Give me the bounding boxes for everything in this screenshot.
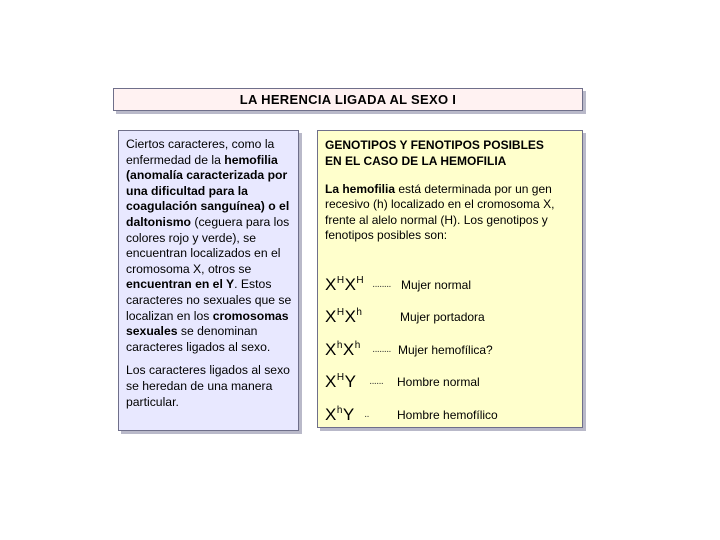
term-hemofilia: La hemofilia	[325, 181, 396, 196]
leader-dots: ········	[372, 281, 391, 292]
genotype: $X^HX^h$	[325, 307, 363, 326]
intro-paragraph	[126, 137, 292, 355]
leader-dots: ········	[372, 346, 391, 357]
leader-dots: ······	[369, 378, 383, 389]
conclusion-paragraph: Los caracteres ligados al sexo se heredan de una manera particular.	[126, 363, 290, 409]
genotypes-intro	[325, 182, 576, 244]
heading-line-2: EN EL CASO DE LA HEMOFILIA	[325, 153, 507, 168]
text-span: . Estos caracteres no sexuales que se localizan en los	[126, 277, 292, 323]
text-span: se denominan caracteres ligados al sexo.	[126, 324, 271, 354]
phenotype: Hombre normal	[397, 375, 480, 389]
genotype: $X^hY$	[325, 405, 355, 424]
intro-text-box	[118, 130, 299, 431]
term-cromosomas-sexuales: cromosomas sexuales	[126, 308, 289, 339]
genotype: $X^HX^H$	[325, 275, 365, 294]
phenotype: Hombre hemofílico	[397, 408, 498, 422]
text-span: está determinada por un gen recesivo (h) localizado en el cromosoma X, frente al alelo normal (H). Los genotipos y fenotipos posibles son:	[325, 181, 555, 243]
genotypes-box	[317, 130, 583, 428]
text-span: (anomalía caracterizada por una dificultad para la coagulación sanguínea) o el	[126, 168, 290, 214]
phenotype: Mujer hemofílica?	[398, 343, 493, 357]
title-box	[113, 88, 583, 111]
text-span: Ciertos caracteres, como la enfermedad de la	[126, 137, 275, 167]
term-cromosoma-y: encuentran en el Y	[126, 277, 235, 292]
text-span: (ceguera para los colores rojo y verde), se encuentran localizados en el cromosoma X, otros se	[126, 214, 290, 276]
genotypes-heading	[325, 138, 576, 170]
heading-line-1: GENOTIPOS Y FENOTIPOS POSIBLES	[325, 138, 544, 152]
phenotype: Mujer portadora	[400, 310, 485, 324]
leader-dots: ··	[364, 411, 369, 422]
page-title: LA HERENCIA LIGADA AL SEXO I	[239, 92, 457, 107]
genotype: $X^HY$	[325, 372, 357, 391]
term-hemofilia: hemofilia	[224, 152, 278, 167]
phenotype: Mujer normal	[401, 278, 472, 292]
term-daltonismo: daltonismo	[126, 214, 192, 229]
genotype: $X^hX^h$	[325, 340, 361, 359]
